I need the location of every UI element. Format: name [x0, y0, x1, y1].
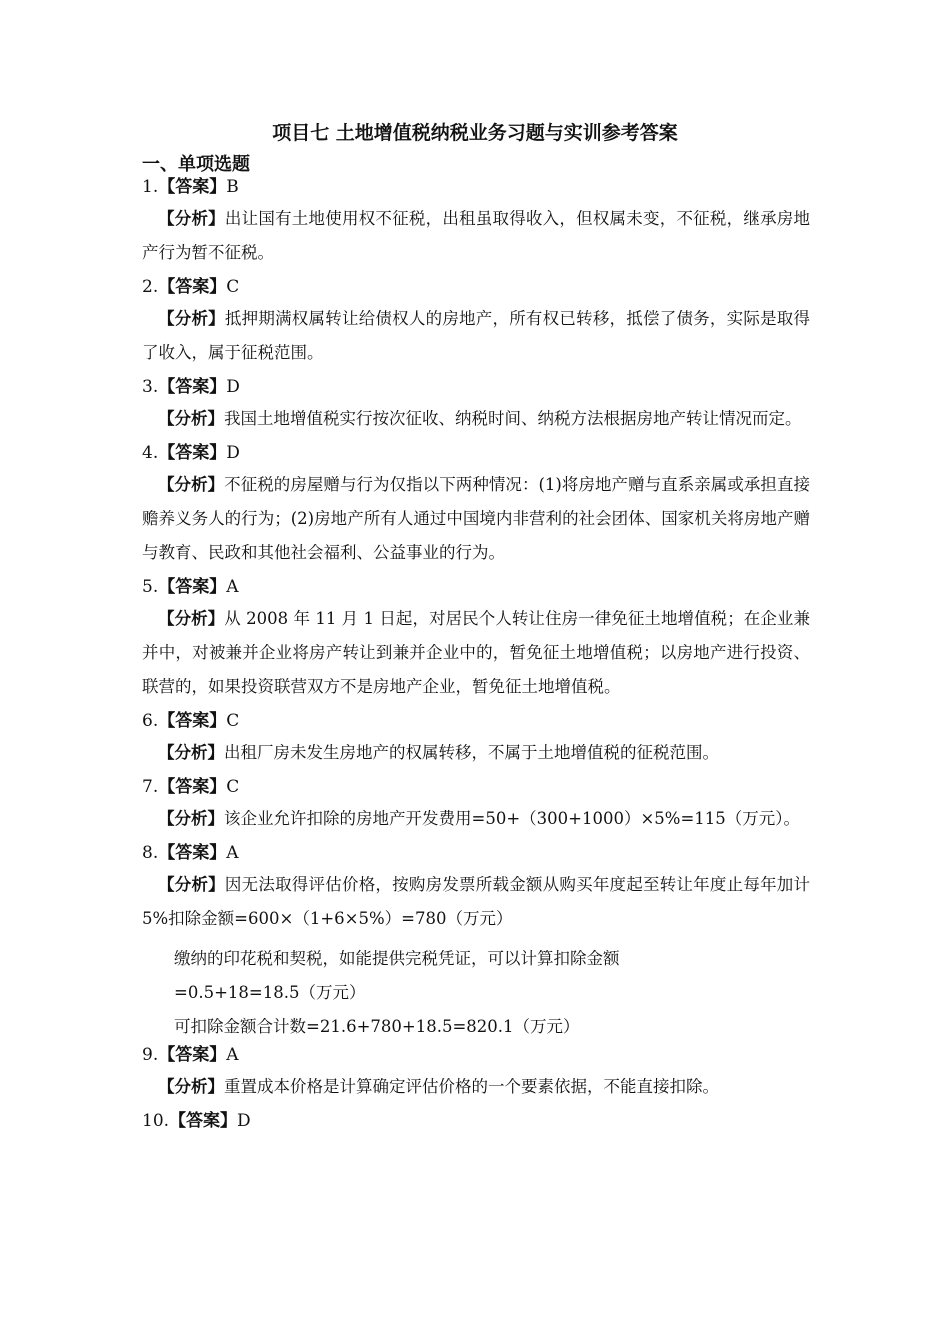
answer-label: 【答案】 — [158, 711, 227, 731]
answer-line — [142, 776, 810, 798]
question-number: 10. — [142, 1111, 170, 1131]
analysis-text: 出租厂房未发生房地产的权属转移，不属于土地增值税的征税范围。 — [224, 743, 719, 762]
answer-line — [142, 1110, 810, 1132]
question-number: 5. — [142, 577, 159, 597]
analysis-label: 【分析】 — [158, 875, 225, 894]
answer-label: 【答案】 — [158, 443, 227, 463]
analysis-label: 【分析】 — [158, 409, 224, 428]
answer-value: A — [226, 843, 239, 863]
answer-label: 【答案】 — [158, 777, 227, 797]
answer-label: 【答案】 — [158, 177, 227, 197]
list-item — [142, 842, 810, 1044]
analysis-paragraph — [142, 602, 810, 704]
answer-value: B — [226, 177, 239, 197]
list-item — [142, 710, 810, 770]
answer-line — [142, 1044, 810, 1066]
list-item — [142, 442, 810, 570]
analysis-paragraph — [142, 1070, 810, 1104]
answer-line — [142, 576, 810, 598]
answer-value: C — [226, 777, 240, 797]
answer-line — [142, 376, 810, 398]
answer-label: 【答案】 — [169, 1111, 238, 1131]
answer-value: A — [226, 1045, 239, 1065]
analysis-label: 【分析】 — [158, 743, 224, 762]
analysis-label: 【分析】 — [158, 309, 225, 328]
list-item — [142, 376, 810, 436]
question-number: 1. — [142, 177, 159, 197]
answer-label: 【答案】 — [158, 277, 227, 297]
answer-value: D — [226, 443, 240, 463]
list-item — [142, 576, 810, 704]
list-item — [142, 276, 810, 370]
answer-label: 【答案】 — [158, 843, 227, 863]
answer-list — [142, 176, 810, 1132]
analysis-label: 【分析】 — [158, 475, 225, 494]
answer-value: C — [226, 277, 240, 297]
question-number: 4. — [142, 443, 159, 463]
analysis-paragraph — [142, 468, 810, 570]
question-number: 3. — [142, 377, 159, 397]
answer-value: D — [226, 377, 240, 397]
answer-line — [142, 442, 810, 464]
calculation-line: 可扣除金额合计数=21.6+780+18.5=820.1（万元） — [174, 1017, 580, 1036]
analysis-text: 抵押期满权属转让给债权人的房地产，所有权已转移，抵偿了债务，实际是取得了收入，属于征税范围。 — [142, 309, 811, 362]
question-number: 9. — [142, 1045, 159, 1065]
analysis-text: 不征税的房屋赠与行为仅指以下两种情况：(1)将房地产赠与直系亲属或承担直接赡养义务人的行为；(2)房地产所有人通过中国境内非营利的社会团体、国家机关将房地产赠与教育、民政和其他社会福利、公益事业的行为。 — [142, 475, 810, 562]
analysis-text: 从 2008 年 11 月 1 日起，对居民个人转让住房一律免征土地增值税；在企业兼并中，对被兼并企业将房产转让到兼并企业中的，暂免征土地增值税；以房地产进行投资、联营的，如果投资联营双方不是房地产企业，暂免征土地增值税。 — [142, 609, 810, 696]
answer-label: 【答案】 — [158, 377, 227, 397]
answer-line — [142, 842, 810, 864]
answer-line — [142, 710, 810, 732]
answer-value: D — [237, 1111, 251, 1131]
calculation-line: =0.5+18=18.5（万元） — [174, 983, 366, 1002]
analysis-paragraph — [142, 736, 810, 770]
list-item — [142, 776, 810, 836]
question-number: 6. — [142, 711, 159, 731]
analysis-paragraph — [142, 402, 810, 436]
question-number: 7. — [142, 777, 159, 797]
question-number: 8. — [142, 843, 159, 863]
list-item — [142, 1110, 810, 1132]
analysis-text: 我国土地增值税实行按次征收、纳税时间、纳税方法根据房地产转让情况而定。 — [224, 409, 802, 428]
analysis-label: 【分析】 — [158, 809, 224, 828]
analysis-text: 重置成本价格是计算确定评估价格的一个要素依据，不能直接扣除。 — [224, 1077, 719, 1096]
answer-label: 【答案】 — [158, 1045, 227, 1065]
analysis-paragraph — [142, 868, 810, 936]
analysis-paragraph — [142, 202, 810, 270]
page-title: 项目七 土地增值税纳税业务习题与实训参考答案 — [272, 122, 678, 144]
analysis-text: 因无法取得评估价格，按购房发票所载金额从购买年度起至转让年度止每年加计 5%扣除金额=600×（1+6×5%）=780（万元） — [142, 875, 811, 928]
calculation-line: 缴纳的印花税和契税，如能提供完税凭证，可以计算扣除金额 — [174, 949, 620, 968]
list-item — [142, 1044, 810, 1104]
answer-line — [142, 176, 810, 198]
answer-value: A — [226, 577, 239, 597]
analysis-text: 出让国有土地使用权不征税，出租虽取得收入，但权属未变，不征税，继承房地产行为暂不征税。 — [142, 209, 811, 262]
analysis-paragraph — [142, 302, 810, 370]
analysis-text: 该企业允许扣除的房地产开发费用=50+（300+1000）×5%=115（万元）。 — [224, 809, 801, 828]
analysis-label: 【分析】 — [158, 209, 225, 228]
analysis-label: 【分析】 — [158, 1077, 224, 1096]
answer-label: 【答案】 — [158, 577, 227, 597]
analysis-label: 【分析】 — [158, 609, 225, 628]
section-heading: 一、单项选题 — [142, 154, 250, 175]
question-number: 2. — [142, 277, 159, 297]
analysis-paragraph — [142, 802, 810, 836]
list-item — [142, 176, 810, 270]
answer-value: C — [226, 711, 240, 731]
answer-line — [142, 276, 810, 298]
